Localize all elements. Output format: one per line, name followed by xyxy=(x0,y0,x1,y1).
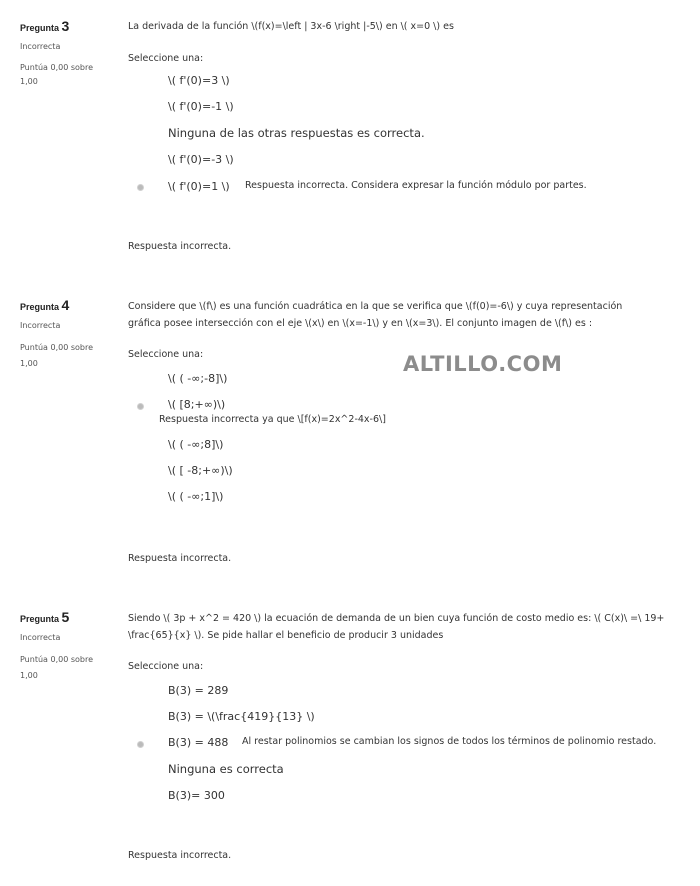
select-one-label: Seleccione una: xyxy=(128,661,204,672)
option-feedback: Al restar polinomios se cambian los signos de todos los términos de polinomio restado. xyxy=(242,736,657,747)
answer-option[interactable]: \( f'(0)=3 \) xyxy=(168,74,230,87)
answer-option[interactable]: B(3) = 289 xyxy=(168,684,229,697)
select-one-label: Seleccione una: xyxy=(128,349,204,360)
answer-option[interactable]: \( ( -∞;8]\) xyxy=(168,438,224,451)
answer-option[interactable]: B(3)= 300 xyxy=(168,789,225,802)
answer-option[interactable]: Ninguna de las otras respuestas es correcta. xyxy=(168,126,425,140)
answer-option[interactable]: B(3) = \(\frac{419}{13} \) xyxy=(168,710,315,723)
answer-option[interactable]: \( ( -∞;-8]\) xyxy=(168,372,228,385)
question-5-heading xyxy=(20,609,69,625)
question-number: 3 xyxy=(61,18,70,34)
question-status: Incorrecta xyxy=(20,42,61,51)
general-feedback: Respuesta incorrecta. xyxy=(128,553,232,564)
question-score-line2: 1,00 xyxy=(20,77,38,86)
question-score-line2: 1,00 xyxy=(20,671,38,680)
answer-option-selected[interactable]: \( f'(0)=1 \) xyxy=(168,180,230,193)
general-feedback: Respuesta incorrecta. xyxy=(128,850,232,861)
answer-option[interactable]: \( ( -∞;1]\) xyxy=(168,490,224,503)
radio-button-selected[interactable] xyxy=(137,741,144,748)
option-feedback: Respuesta incorrecta ya que \[f(x)=2x^2-4x-6\] xyxy=(159,414,386,425)
question-score-line1: Puntúa 0,00 sobre xyxy=(20,655,94,664)
question-score-line1: Puntúa 0,00 sobre xyxy=(20,63,94,72)
radio-button-selected[interactable] xyxy=(137,184,144,191)
answer-option[interactable]: Ninguna es correcta xyxy=(168,762,284,776)
answer-option-selected[interactable]: B(3) = 488 xyxy=(168,736,229,749)
question-score-line2: 1,00 xyxy=(20,359,38,368)
radio-button-selected[interactable] xyxy=(137,403,144,410)
general-feedback: Respuesta incorrecta. xyxy=(128,241,232,252)
watermark-logo: ALTILLO.COM xyxy=(403,352,563,376)
question-text-line2: gráfica posee intersección con el eje \(x\) en \(x=-1\) y en \(x=3\). El conjunto imagen de \(f\) es : xyxy=(128,318,593,329)
answer-option-selected[interactable]: \( [8;+∞)\) xyxy=(168,398,226,411)
question-label: Pregunta xyxy=(20,23,60,33)
question-status: Incorrecta xyxy=(20,321,61,330)
option-feedback: Respuesta incorrecta. Considera expresar la función módulo por partes. xyxy=(245,180,587,191)
question-status: Incorrecta xyxy=(20,633,61,642)
question-4-heading xyxy=(20,297,69,313)
question-text-line1: Siendo \( 3p + x^2 = 420 \) la ecuación de demanda de un bien cuya función de costo medio es: \( C(x)\ =\ 19+ xyxy=(128,613,665,624)
question-number: 5 xyxy=(61,609,70,625)
question-label: Pregunta xyxy=(20,614,60,624)
question-label: Pregunta xyxy=(20,302,60,312)
select-one-label: Seleccione una: xyxy=(128,53,204,64)
question-score-line1: Puntúa 0,00 sobre xyxy=(20,343,94,352)
question-text: La derivada de la función \(f(x)=\left | 3x-6 \right |-5\) en \( x=0 \) es xyxy=(128,21,454,32)
answer-option[interactable]: \( f'(0)=-1 \) xyxy=(168,100,234,113)
answer-option[interactable]: \( f'(0)=-3 \) xyxy=(168,153,234,166)
question-number: 4 xyxy=(61,297,70,313)
question-text-line1: Considere que \(f\) es una función cuadrática en la que se verifica que \(f(0)=-6\) y cuya representación xyxy=(128,301,623,312)
question-text-line2: \frac{65}{x} \). Se pide hallar el beneficio de producir 3 unidades xyxy=(128,630,444,641)
question-3-heading xyxy=(20,18,69,34)
answer-option[interactable]: \( [ -8;+∞)\) xyxy=(168,464,233,477)
